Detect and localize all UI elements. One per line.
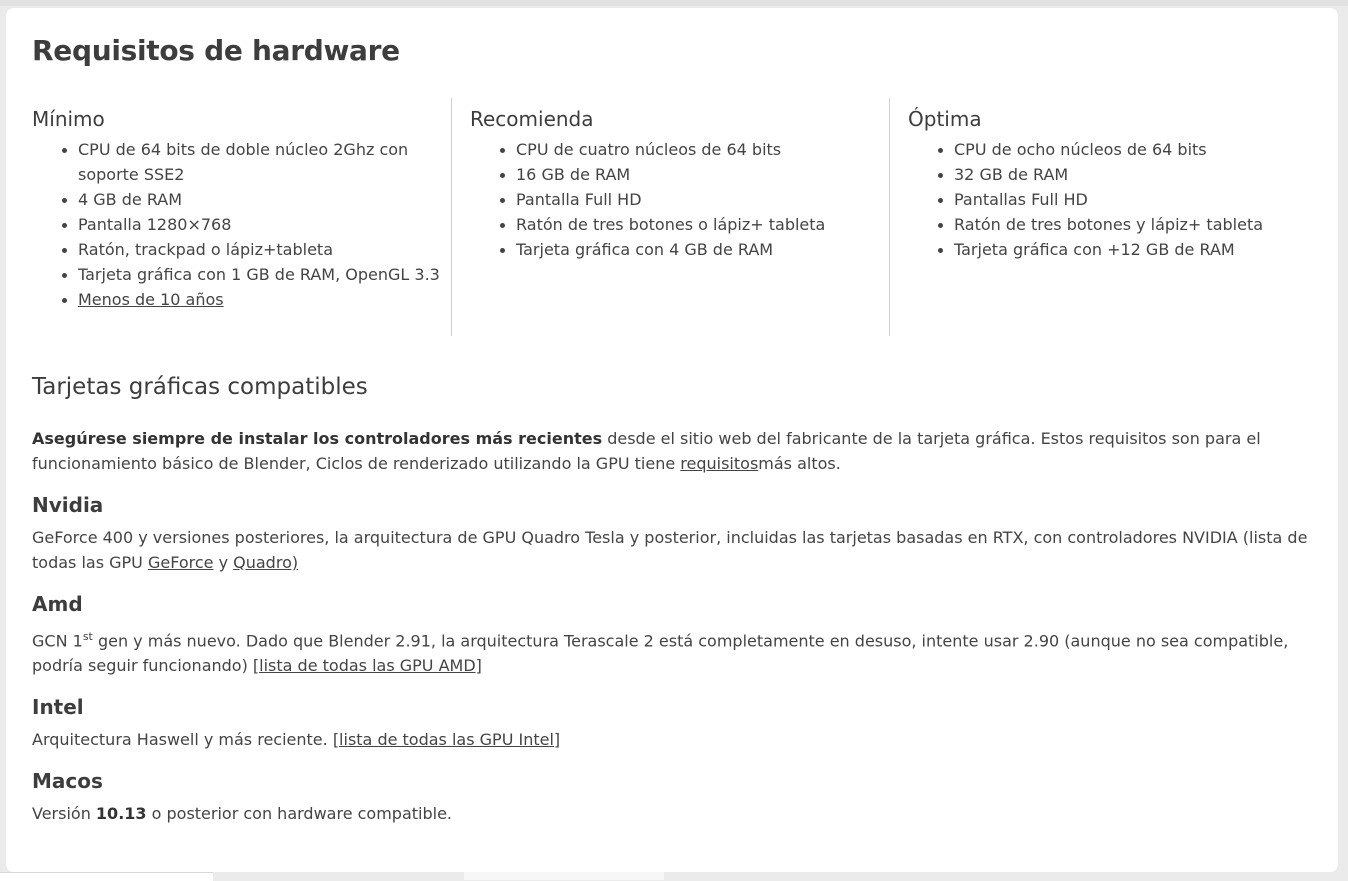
list-item: • Tarjeta gráfica con +12 GB de RAM	[954, 237, 1327, 262]
macos-version: 10.13	[95, 804, 147, 824]
requirements-link[interactable]: requisitos	[680, 454, 759, 473]
gpu-intro	[32, 426, 1322, 476]
page-title: Requisitos de hardware	[32, 34, 400, 67]
amd-block	[32, 592, 1322, 678]
list-item: • Ratón de tres botones y lápiz+ tableta	[954, 212, 1327, 237]
amd-desc: gen y más nuevo. Dado que Blender 2.91, la arquitectura Terascale 2 está completamente en desuso, intente usar 2.90 (aunque no sea compatible, podría seguir funcionando)	[32, 631, 1289, 676]
column-heading: Recomienda	[470, 107, 594, 131]
list-item: • Pantalla Full HD	[516, 187, 889, 212]
top-bar	[0, 0, 1348, 6]
intro-bold: Asegúrese siempre de instalar los controladores más recientes	[32, 429, 603, 448]
intel-title: Intel	[32, 695, 84, 720]
amd-text	[32, 624, 1322, 678]
requirements-columns	[32, 98, 1332, 336]
nvidia-text	[32, 525, 1322, 575]
list-item: • Tarjeta gráfica con 4 GB de RAM	[516, 237, 889, 262]
macos-text	[32, 801, 1322, 826]
macos-prefix: Versión	[32, 804, 96, 824]
amd-sup: st	[82, 630, 93, 643]
less-than-10-years-link[interactable]: Menos de 10 años	[78, 290, 224, 309]
intel-text	[32, 727, 1322, 752]
nvidia-mid: y	[213, 553, 234, 572]
column-optimal	[889, 98, 1327, 336]
requirements-list	[470, 137, 889, 262]
list-item: • Pantalla 1280×768	[78, 212, 452, 237]
list-item: • CPU de cuatro núcleos de 64 bits	[516, 137, 889, 162]
intro-text: desde el sitio web del fabricante de la tarjeta gráfica. Estos requisitos son para el funcionamiento básico de Blender, Ciclos de renderizado utilizando la GPU tiene	[32, 429, 1261, 473]
bottom-tab	[464, 872, 664, 880]
list-item: • CPU de 64 bits de doble núcleo 2Ghz con soporte SSE2	[78, 137, 452, 187]
list-item: • Tarjeta gráfica con 1 GB de RAM, OpenGL 3.3	[78, 262, 452, 287]
requirements-list	[32, 137, 452, 312]
list-item: • CPU de ocho núcleos de 64 bits	[954, 137, 1327, 162]
intel-gpu-list-link[interactable]: [lista de todas las GPU Intel]	[332, 730, 561, 750]
list-item: • Ratón de tres botones o lápiz+ tableta	[516, 212, 889, 237]
intel-block	[32, 695, 1322, 752]
gpu-section	[32, 374, 1322, 826]
intro-tail: más altos.	[758, 454, 841, 473]
list-item: • 4 GB de RAM	[78, 187, 452, 212]
requirements-list	[908, 137, 1327, 262]
intel-desc: Arquitectura Haswell y más reciente.	[32, 730, 333, 750]
gpu-section-title: Tarjetas gráficas compatibles	[32, 374, 368, 400]
geforce-link[interactable]: GeForce	[147, 553, 214, 572]
column-heading: Óptima	[908, 107, 982, 131]
amd-gpu-list-link[interactable]: [lista de todas las GPU AMD]	[252, 656, 482, 676]
macos-title: Macos	[32, 769, 103, 794]
list-item: • Pantallas Full HD	[954, 187, 1327, 212]
content-card	[6, 8, 1338, 872]
column-recommended	[451, 98, 889, 336]
list-item	[78, 287, 452, 312]
column-minimum	[32, 98, 452, 336]
list-item: • Ratón, trackpad o lápiz+tableta	[78, 237, 452, 262]
amd-title: Amd	[32, 592, 83, 616]
amd-prefix: GCN 1	[32, 631, 83, 651]
quadro-link[interactable]: Quadro)	[233, 553, 299, 572]
column-heading: Mínimo	[32, 107, 105, 131]
nvidia-desc: GeForce 400 y versiones posteriores, la arquitectura de GPU Quadro Tesla y posterior, incluidas las tarjetas basadas en RTX, con controladores NVIDIA (lista de todas las GPU	[32, 528, 1308, 572]
macos-suffix: o posterior con hardware compatible.	[146, 804, 453, 824]
nvidia-block	[32, 493, 1322, 575]
nvidia-title: Nvidia	[32, 493, 104, 517]
list-item: • 16 GB de RAM	[516, 162, 889, 187]
macos-block	[32, 769, 1322, 826]
list-item: • 32 GB de RAM	[954, 162, 1327, 187]
